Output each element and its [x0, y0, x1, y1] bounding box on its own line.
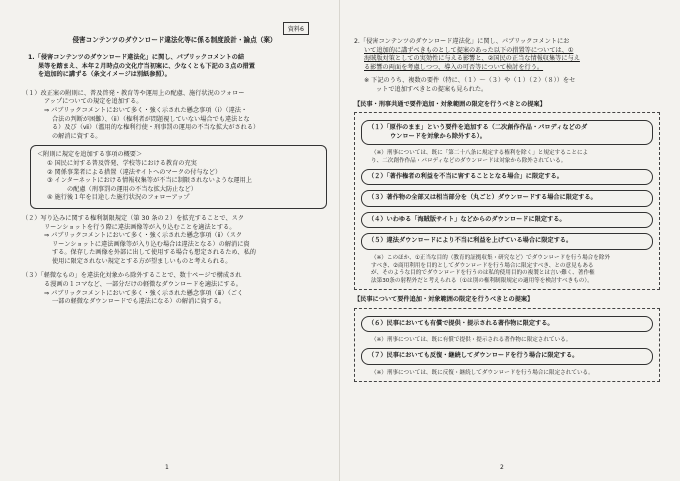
lead-line: を追加的に講ずる（条文イメージは別紙参照）。	[38, 71, 171, 79]
section-1-note: ⇒ パブリックコメントにおいて多く・強く示された懸念事項（ⅰ）（違法・	[44, 106, 248, 114]
civil-criminal-proposals	[354, 112, 660, 290]
other-opinions-note: （※）このほか、①正当な目的（教育的証拠収集・研究など）でダウンロードを行う場合を除外	[371, 254, 611, 261]
document-title: 侵害コンテンツのダウンロード違法化等に係る制度設計・論点（案）	[72, 36, 277, 44]
proposal-2-line: （２）「著作権者の利益を不当に害することとなる場合」に限定する。	[368, 172, 563, 180]
section-3-line: る漫画の１コマなど、一部分だけの軽微なダウンロードを適法にする。	[44, 281, 242, 289]
note-paragraph	[354, 77, 660, 94]
proposal-1-line: ウンロードを対象から除外する）。	[390, 132, 486, 140]
proposal-3-line: （３）著作物の全部又は相当部分を（丸ごと）ダウンロードする場合に限定する。	[368, 194, 597, 202]
proposal-5-line: （５）違法ダウンロードにより不当に利益を上げている場合に限定する。	[368, 237, 573, 245]
page-number: 2	[500, 464, 504, 471]
section-1-note: の解消に資する。	[52, 132, 102, 140]
section-2-line: リーンショットを行う際に違法画像等が入り込むことを適法とする。	[44, 223, 236, 231]
section-3-note: ⇒ パブリックコメントにおいて多く・強く示された懸念事項（ⅲ）（ごく	[44, 289, 244, 297]
other-opinions-note: が、そのような目的でダウンロードを行うのは私的使用目的の複製とは言い難く、著作権	[371, 270, 595, 277]
document-badge: 資料6	[283, 22, 309, 35]
box-item: ① 国民に対する普及啓発、学校等における教育の充実	[47, 159, 197, 167]
proposal-1	[361, 120, 653, 145]
proposal-2	[361, 169, 653, 186]
proposal-4	[361, 212, 653, 229]
section-2-note: リーンショットに違法画像等が入り込む場合は違法となる）の解消に資	[52, 240, 250, 248]
section-1-note: 合法の判断が困難）、（ⅱ）（権利者が問題視していない場合でも違法とな	[52, 115, 250, 123]
intro-paragraph	[354, 38, 660, 72]
section-2-line: （２）写り込みに関する権利制限規定（第 30 条の２）を拡充することで、スク	[22, 214, 245, 222]
lead-line: 果等を踏まえ、本年２月時点の文化庁当初案に、少なくとも下記の３点の措置	[38, 62, 255, 70]
section-2	[22, 215, 327, 267]
proposal-3	[361, 190, 653, 207]
proposal-4-line: （４）いわゆる「海賊版サイト」などからのダウンロードに限定する。	[368, 215, 566, 223]
supplementary-provisions-box	[30, 145, 327, 209]
box-title: ＜附則に規定を追加する事項の概要＞	[37, 151, 143, 159]
section-2-note: する。保存した画像を外部に出して使用する場合も想定されるため、私的	[52, 249, 256, 257]
right-page	[340, 0, 680, 481]
other-opinions-note: すべき、②商用利用を目的としてダウンロードを行う場合に限定すべき、との意見もある	[371, 262, 594, 269]
proposal-1-line: （１）「原作のまま」という要件を追加する（二次創作作品・パロディなどのダ	[368, 124, 588, 132]
section-1	[22, 90, 327, 142]
proposal-1-note: （※）刑事については、既に「第二十八条に規定する権利を除く」と規定することによ	[371, 150, 589, 157]
section-3-note: 一部の軽微なダウンロードでも違法になる）の解消に資する。	[52, 298, 226, 306]
civil-proposals	[354, 308, 660, 382]
heading-civil: 【民事について要件追加・対象範囲の限定を行うべきとの提案】	[354, 296, 534, 304]
intro-line: 2.「侵害コンテンツのダウンロード違法化」に関し、パブリックコメントにお	[354, 38, 570, 45]
heading-civil-criminal: 【民事・刑事共通で要件追加・対象範囲の限定を行うべきとの提案】	[354, 100, 546, 108]
proposal-7-line: （７）民事においても反復・継続してダウンロードを行う場合に限定する。	[368, 352, 579, 360]
proposal-7	[361, 348, 653, 365]
proposal-7-note: （※）刑事については、既に反復・継続してダウンロードを行う場合に限定されている。	[371, 369, 594, 376]
intro-line: いて追加的に講ずべきものとして提案のあった以下の措置等については、①	[364, 46, 574, 54]
proposal-1-note: り、二次創作作品・パロディなどのダウンロードは対象から除外されている。	[371, 157, 567, 164]
proposal-6-line: （６）民事においても有償で提供・提示される著作物に限定する。	[368, 319, 554, 327]
proposal-6-note: （※）刑事については、既に有償で提供・提示される著作物に限定されている。	[371, 337, 572, 344]
box-item: ④ 施行後１年を目途した施行状況のフォローアップ	[47, 194, 190, 202]
proposal-6	[361, 316, 653, 333]
intro-line: 海賊版対策としての実効性に与える影響と、②国民の正当な情報収集等に与え	[364, 55, 580, 63]
section-1-note: る）及び（ⅶ）（濫用的な権利行使・刑事罰の運用の不当な拡大がされる）	[52, 124, 260, 132]
lead-paragraph	[28, 54, 327, 80]
intro-line: る影響の両面を考慮しつつ、導入の可否等について検討を行う。	[364, 63, 544, 71]
box-item: ③ インターネットにおける情報収集等が不当に制限されないような運用上	[47, 177, 252, 185]
other-opinions-note: 法第30条の射程外だと考えられる（①は別の権利制限規定の適用等を検討すべきもの）。	[371, 277, 593, 284]
section-2-note: ⇒ パブリックコメントにおいて多く・強く示された懸念事項（ⅱ）（スク	[44, 232, 243, 240]
box-item: の配慮（刑事罰の運用の不当な拡大防止など）	[67, 185, 197, 193]
section-3	[22, 272, 327, 306]
lead-line: 1.「侵害コンテンツのダウンロード違法化」に関し、パブリックコメントの結	[28, 54, 245, 61]
proposal-5	[361, 233, 653, 250]
box-item: ② 関係事業者による措置（違法サイトへのマークの付与など）	[47, 168, 222, 176]
note-line: ※ 下記のうち、複数の要件（特に、（１）～（３）や（１）（２）（８））をセ	[364, 77, 576, 85]
section-3-line: （３）「軽微なもの」を違法化対象から除外することで、数十ページで構成され	[22, 272, 242, 280]
section-1-line: アップについての規定を追加する。	[44, 98, 143, 106]
note-line: ットで追加すべきとの提案も見られた。	[376, 85, 488, 93]
section-1-line: （１）改正案の附則に、普及啓発・教育等や運用上の配慮、施行状況のフォロー	[22, 89, 245, 97]
page-number: 1	[165, 464, 169, 471]
section-2-note: 使用に限定されない規定とする方が望ましいものと考えられる。	[52, 257, 232, 265]
